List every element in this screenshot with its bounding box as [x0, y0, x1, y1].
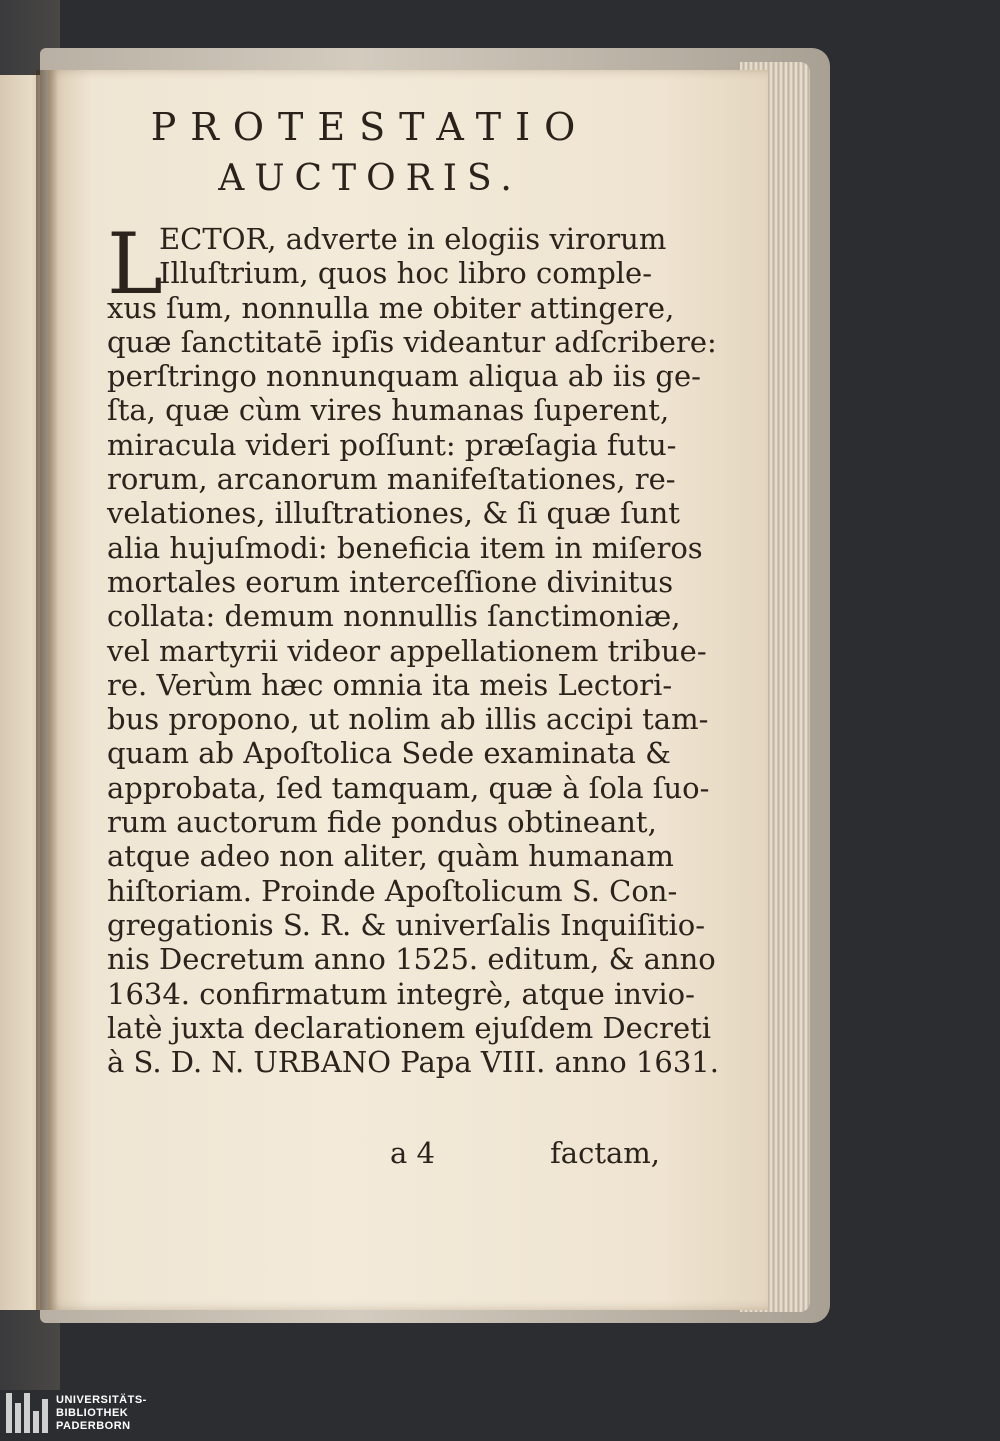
logo-line-2: BIBLIOTHEK — [56, 1406, 129, 1419]
text-line: à S. D. N. URBANO Papa VIII. anno 1631. — [107, 1045, 719, 1080]
library-logo — [6, 1392, 147, 1434]
text-line: nis Decretum anno 1525. editum, & anno — [107, 942, 716, 977]
text-line: velationes, illuſtrationes, & ſi quæ ſunt — [107, 496, 680, 531]
text-line: hiſtoriam. Proinde Apoſtolicum S. Con- — [107, 873, 678, 908]
text-line: perſtringo nonnunquam aliqua ab iis ge- — [107, 359, 701, 394]
library-logo-text — [56, 1394, 147, 1433]
gutter-shadow — [36, 70, 58, 1310]
text-line: quam ab Apoſtolica Sede examinata & — [107, 736, 671, 771]
text-line: ſta, quæ cùm vires humanas ſuperent, — [107, 393, 670, 428]
text-line: Illuſtrium, quos hoc libro comple- — [159, 256, 652, 291]
text-line: vel martyrii videor appellationem tribue- — [107, 633, 707, 668]
text-line: rorum, arcanorum manifeſtationes, re- — [107, 462, 676, 497]
text-line: mortales eorum interceſſione divinitus — [107, 564, 674, 599]
text-line: xus ſum, nonnulla me obiter attingere, — [107, 290, 675, 325]
page-footer — [107, 1136, 660, 1170]
text-line: approbata, ſed tamquam, quæ à ſola ſuo- — [107, 770, 710, 805]
logo-line-3: PADERBORN — [56, 1419, 131, 1432]
body-text — [107, 215, 719, 1080]
text-line: bus propono, ut nolim ab illis accipi tam- — [107, 702, 709, 737]
title-line-1: PROTESTATIO — [150, 105, 590, 149]
text-line: re. Verùm hæc omnia ita meis Lectori- — [107, 667, 673, 702]
text-line: alia hujuſmodi: beneficia item in miſeros — [107, 530, 703, 565]
text-line: 1634. confirmatum integrè, atque invio- — [107, 976, 695, 1011]
text-line: latè juxta declarationem ejuſdem Decreti — [107, 1010, 712, 1045]
text-line: ECTOR, adverte in elogiis virorum — [159, 222, 667, 256]
text-line: gregationis S. R. & univerſalis Inquiſitio- — [107, 907, 706, 942]
drop-cap: L — [107, 215, 163, 313]
text-line: quæ ſanctitatē ipſis videantur adſcribere: — [107, 324, 717, 359]
text-line: miracula videri poſſunt: præſagia futu- — [107, 427, 677, 462]
catchword: factam, — [550, 1136, 660, 1170]
text-line: collata: demum nonnullis ſanctimoniæ, — [107, 599, 681, 634]
text-line: atque adeo non aliter, quàm humanam — [107, 839, 674, 874]
title-line-2: AUCTORIS. — [218, 158, 522, 199]
logo-line-1: UNIVERSITÄTS- — [56, 1393, 147, 1406]
library-logo-icon — [6, 1393, 48, 1433]
signature-mark: a 4 — [390, 1136, 435, 1170]
text-line: rum auctorum fide pondus obtineant, — [107, 805, 657, 840]
